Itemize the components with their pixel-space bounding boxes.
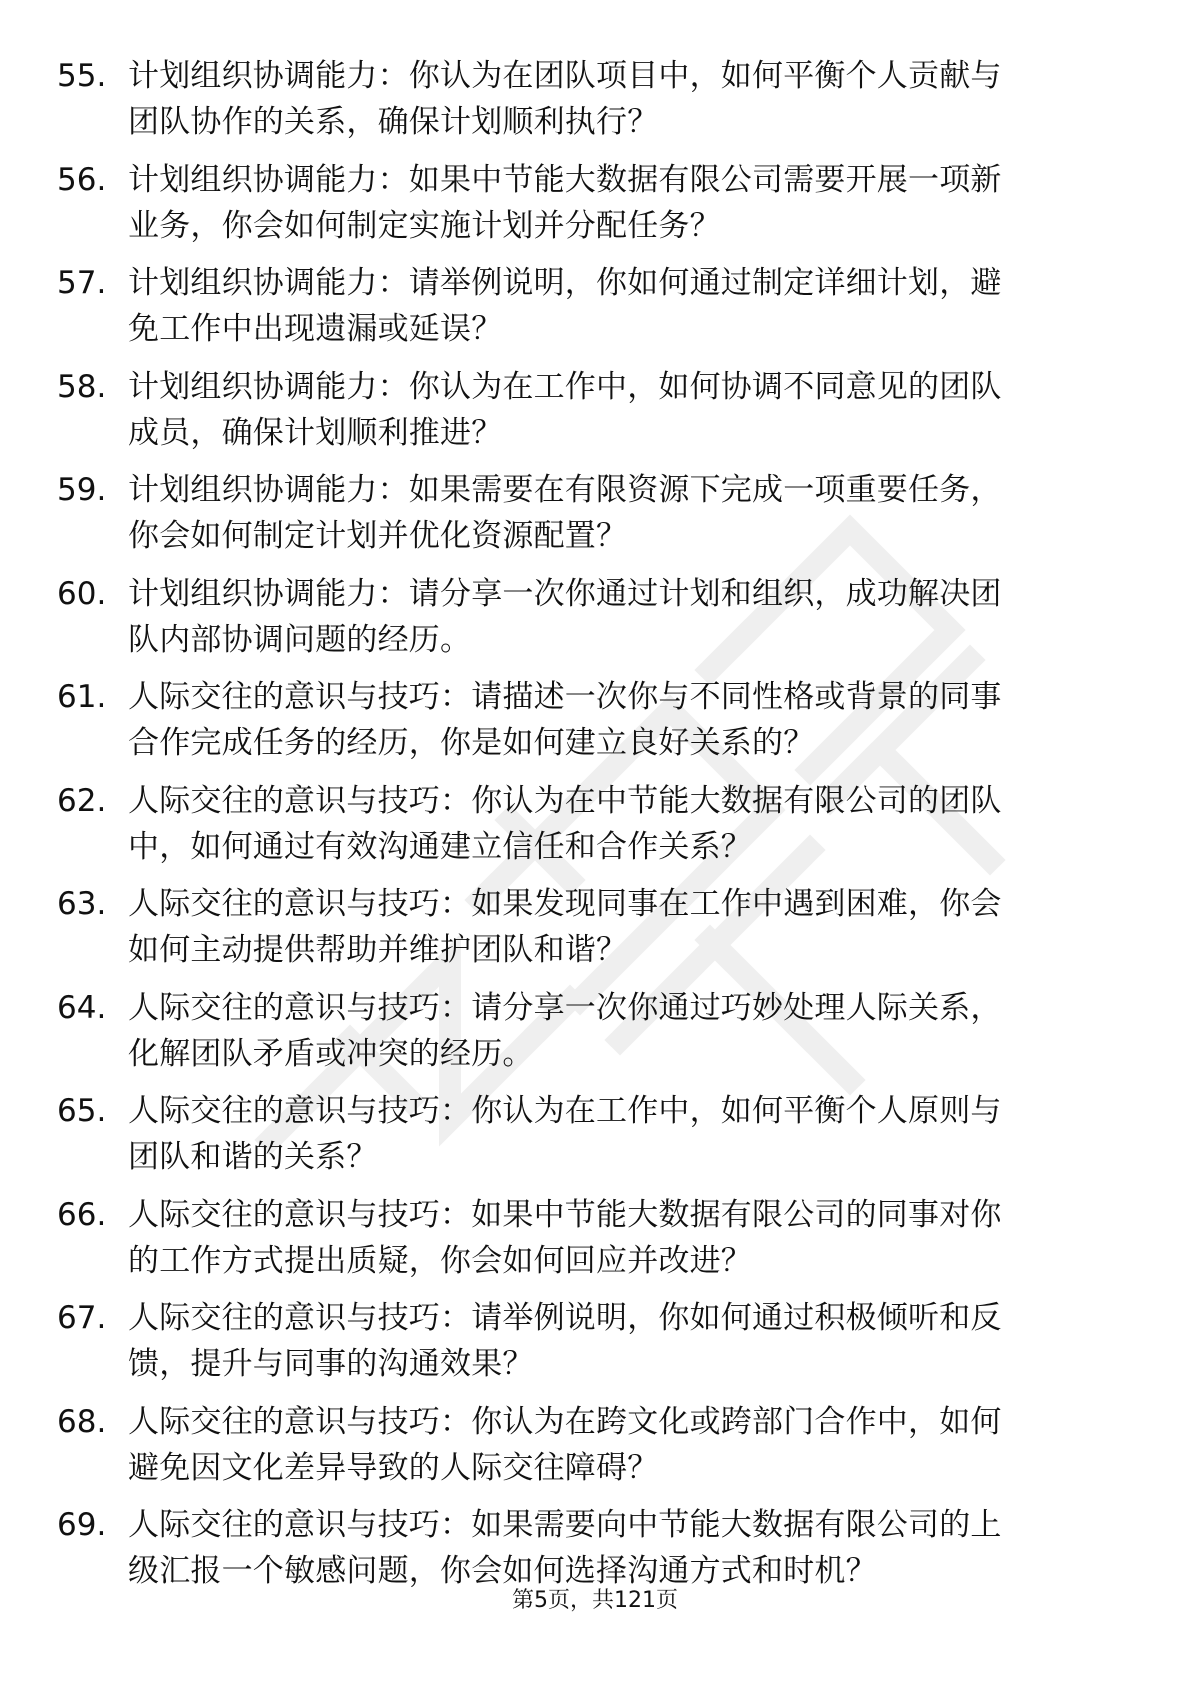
question-line: 计划组织协调能力：请分享一次你通过计划和组织，成功解决团 bbox=[128, 575, 1002, 612]
question-line: 计划组织协调能力：你认为在团队项目中，如何平衡个人贡献与 bbox=[128, 58, 1002, 94]
question-item bbox=[57, 364, 1117, 468]
question-line: 合作完成任务的经历，你是如何建立良好关系的？ bbox=[128, 725, 815, 761]
question-number: 56. bbox=[57, 161, 107, 198]
question-line: 人际交往的意识与技巧：如果发现同事在工作中遇到困难，你会 bbox=[128, 886, 1002, 922]
question-number: 66. bbox=[57, 1196, 107, 1233]
question-line: 人际交往的意识与技巧：请举例说明，你如何通过积极倾听和反 bbox=[128, 1300, 1002, 1336]
question-item bbox=[57, 1192, 1117, 1296]
question-item bbox=[57, 778, 1117, 882]
question-line: 免工作中出现遗漏或延误？ bbox=[128, 311, 503, 347]
question-text bbox=[128, 674, 1118, 766]
question-line: 如何主动提供帮助并维护团队和谐？ bbox=[128, 932, 628, 968]
question-item bbox=[57, 1399, 1117, 1503]
question-line: 人际交往的意识与技巧：你认为在工作中，如何平衡个人原则与 bbox=[128, 1093, 1002, 1129]
question-number: 67. bbox=[57, 1300, 107, 1336]
question-line: 人际交往的意识与技巧：请描述一次你与不同性格或背景的同事 bbox=[128, 679, 1002, 715]
question-line: 计划组织协调能力：如果需要在有限资源下完成一项重要任务， bbox=[128, 472, 1002, 508]
question-number: 65. bbox=[57, 1093, 107, 1129]
question-number: 60. bbox=[57, 575, 107, 612]
page-number-label: 第5页，共121页 bbox=[512, 1588, 678, 1613]
question-line: 的工作方式提出质疑，你会如何回应并改进？ bbox=[128, 1242, 752, 1279]
question-number: 64. bbox=[57, 989, 107, 1026]
question-text bbox=[128, 260, 1118, 352]
question-text bbox=[128, 53, 1118, 145]
question-number: 57. bbox=[57, 265, 107, 301]
question-item bbox=[57, 881, 1117, 985]
question-text bbox=[128, 1295, 1118, 1387]
question-line: 计划组织协调能力：请举例说明，你如何通过制定详细计划，避 bbox=[128, 265, 1002, 301]
question-line: 业务，你会如何制定实施计划并分配任务？ bbox=[128, 207, 721, 244]
question-line: 中，如何通过有效沟通建立信任和合作关系？ bbox=[128, 828, 752, 865]
question-line: 级汇报一个敏感问题，你会如何选择沟通方式和时机？ bbox=[128, 1553, 877, 1589]
question-number: 55. bbox=[57, 58, 107, 94]
question-item bbox=[57, 674, 1117, 778]
question-line: 团队和谐的关系？ bbox=[128, 1139, 378, 1175]
question-line: 人际交往的意识与技巧：你认为在跨文化或跨部门合作中，如何 bbox=[128, 1403, 1002, 1440]
page-footer bbox=[0, 1586, 1190, 1616]
question-item bbox=[57, 53, 1117, 157]
question-item bbox=[57, 1295, 1117, 1399]
question-text bbox=[128, 571, 1118, 663]
question-number: 61. bbox=[57, 679, 107, 715]
question-line: 避免因文化差异导致的人际交往障碍？ bbox=[128, 1449, 659, 1486]
question-number: 69. bbox=[57, 1507, 107, 1543]
question-line: 人际交往的意识与技巧：如果需要向中节能大数据有限公司的上 bbox=[128, 1507, 1002, 1543]
question-text bbox=[128, 1502, 1118, 1594]
question-number: 63. bbox=[57, 886, 107, 922]
question-line: 化解团队矛盾或冲突的经历。 bbox=[128, 1035, 534, 1072]
question-line: 计划组织协调能力：如果中节能大数据有限公司需要开展一项新 bbox=[128, 161, 1002, 198]
question-line: 计划组织协调能力：你认为在工作中，如何协调不同意见的团队 bbox=[128, 368, 1002, 405]
question-text bbox=[128, 1192, 1118, 1284]
question-item bbox=[57, 157, 1117, 261]
question-line: 馈，提升与同事的沟通效果？ bbox=[128, 1346, 534, 1382]
question-line: 团队协作的关系，确保计划顺利执行？ bbox=[128, 104, 659, 140]
question-text bbox=[128, 1088, 1118, 1180]
question-number: 62. bbox=[57, 782, 107, 819]
question-line: 人际交往的意识与技巧：如果中节能大数据有限公司的同事对你 bbox=[128, 1196, 1002, 1233]
question-text bbox=[128, 157, 1118, 249]
question-line: 人际交往的意识与技巧：你认为在中节能大数据有限公司的团队 bbox=[128, 782, 1002, 819]
question-line: 人际交往的意识与技巧：请分享一次你通过巧妙处理人际关系， bbox=[128, 989, 1002, 1026]
question-list bbox=[57, 53, 1117, 1606]
question-text bbox=[128, 467, 1118, 559]
question-text bbox=[128, 364, 1118, 456]
question-line: 成员，确保计划顺利推进？ bbox=[128, 414, 503, 451]
question-number: 58. bbox=[57, 368, 107, 405]
question-item bbox=[57, 1088, 1117, 1192]
question-line: 队内部协调问题的经历。 bbox=[128, 621, 472, 658]
question-item bbox=[57, 260, 1117, 364]
question-text bbox=[128, 778, 1118, 870]
question-text bbox=[128, 1399, 1118, 1491]
question-item bbox=[57, 985, 1117, 1089]
question-item bbox=[57, 571, 1117, 675]
question-line: 你会如何制定计划并优化资源配置？ bbox=[128, 518, 628, 554]
question-text bbox=[128, 881, 1118, 973]
question-number: 68. bbox=[57, 1403, 107, 1440]
question-text bbox=[128, 985, 1118, 1077]
question-item bbox=[57, 467, 1117, 571]
question-number: 59. bbox=[57, 472, 107, 508]
